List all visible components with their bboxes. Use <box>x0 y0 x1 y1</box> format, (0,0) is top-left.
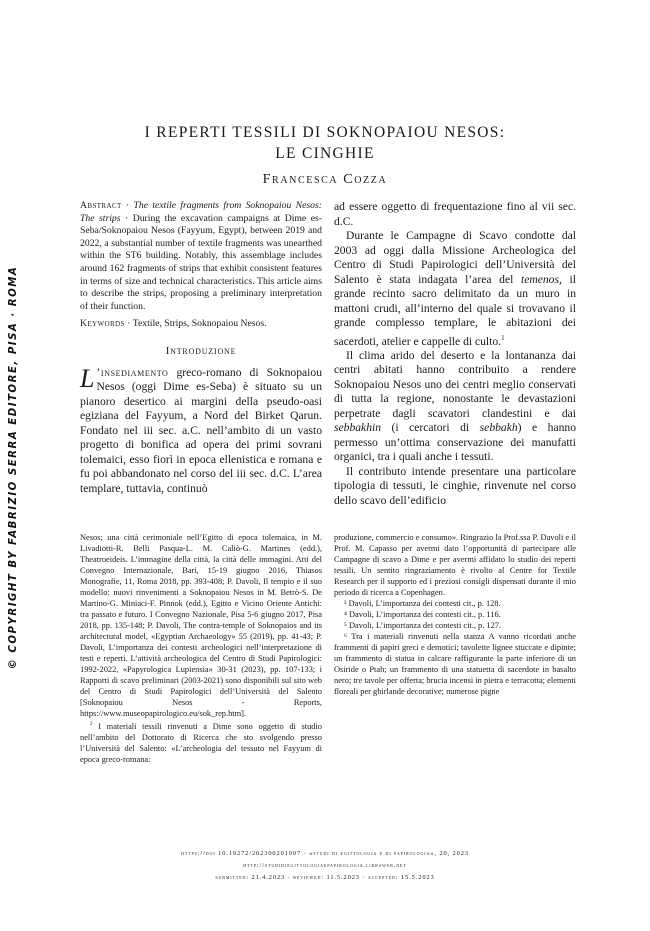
page-footer <box>80 848 570 884</box>
paragraph-campaigns <box>334 229 576 349</box>
right-column <box>334 200 576 508</box>
abstract-separator: · <box>121 200 134 211</box>
intro-paragraph <box>80 363 322 497</box>
footnote-5: ⁵ Davoli, L’importanza dei contesti cit., p. 127. <box>344 621 502 630</box>
paragraph-climate <box>334 349 576 465</box>
p3-text-b: (i cercatori di <box>381 421 480 435</box>
footer-url: http://studidiegittologiaepapirologia.libraweb.net <box>243 862 407 869</box>
author-name: Francesca Cozza <box>262 172 388 187</box>
article-title <box>80 122 570 164</box>
intro-text: greco-romano di Soknopaiou Nesos (oggi Dime es-Seba) è situato su un pianoro desertico ai margini della pseudo-oasi egiziana del Fayyum, a Nord del Birket Qarun. Fondato nel iii sec. a.C. nell’ambito di un vasto progetto di bonifica ad opera dei primi sovrani tolemaici, esso fiorì in epoca ellenistica e romana e fu poi abbandonato nel corso del iii sec. d.C. L’area templare, tuttavia, continuò <box>80 365 322 495</box>
abstract-title: The textile fragments from Soknopaiou Nesos: The strips <box>80 200 322 224</box>
p3-text-a: Il clima arido del deserto e la lontananza dai centri abitati hanno contribuito a rendere Soknopaiou Nesos uno dei centri meglio conservati di tutta la regione, nonostante le devastazioni perpetrate dagli scavatori clandestini e dai <box>334 348 576 420</box>
p2-text-a: Durante le Campagne di Scavo condotte dal 2003 ad oggi dalla Missione Archeologica del Centro di Studi Papirologici dell’Università del Salento è stata indagata l’area del <box>334 229 576 286</box>
keywords-label: Keywords <box>80 318 125 330</box>
footnotes-right <box>334 532 576 697</box>
title-line-2: LE CINGHIE <box>275 145 375 162</box>
footnote-2-cont: produzione, commercio e consumo». Ringrazio la Prof.ssa P. Davoli e il Prof. M. Capasso per avermi dato l’opportunità di partecipare alle Campagne di scavo a Dime e per avermi affidato lo studio dei reperti tessili. Un sentito ringraziamento è rivolto al Centre for Textile Research per il supporto ed i preziosi consigli dispensati durante il mio periodo di ricerca a Copenhagen. <box>334 533 576 597</box>
footnote-3: ³ Davoli, L’importanza dei contesti cit., p. 128. <box>344 599 501 608</box>
footnotes-left <box>80 532 322 765</box>
footnote-2 <box>80 719 322 765</box>
section-heading-introduzione: Introduzione <box>165 344 237 357</box>
footnote-6: ⁶ Tra i materiali rinvenuti nella stanza A vanno ricordati anche frammenti di papiri greci e demotici; tavolette lignee stuccate e dipinte; un frammento di statua in calcare raffigurante la parte inferiore di un Osiride o Ptah; un frammento di una statuetta di sacerdote in basalto nero; tre tavole per offerta; brucia incensi in pietra e terracotta; elementi floreali per ghirlande decorative; numerose pigne <box>334 632 576 696</box>
abstract-text: · During the excavation campaigns at Dime es-Seba/Soknopaiou Nesos (Fayyum, Egypt), between 2019 and 2022, a substantial number of textile fragments was unearthed within the ST6 building. Notably, this assemblage includes around 162 fragments of strips that exhibit consistent features in terms of size and technical characteristics. This article aims to describe the strips, proposing a preliminary interpretation of their function. <box>80 212 322 312</box>
p2-text-b: , il grande recinto sacro delimitato da un muro in mattoni crudi, all’interno del quale si trovavano il grande complesso templare, le abitazioni dei sacerdoti, atelier e cappelle di culto. <box>334 272 576 348</box>
footnote-2-number: 2 <box>90 722 93 727</box>
paragraph-continuation: ad essere oggetto di frequentazione fino al vii sec. d.C. <box>334 200 576 228</box>
p3-text-c: ) e hanno permesso un’ottima conservazione dei manufatti organici, tra i quali anche i tessuti. <box>334 421 576 464</box>
footnote-ref-1: 1 <box>501 333 505 342</box>
drop-cap: L <box>80 363 95 393</box>
keywords-text: · Textile, Strips, Soknopaiou Nesos. <box>124 318 267 330</box>
copyright-notice: © COPYRIGHT BY FABRIZIO SERRA EDITORE, PISA · ROMA <box>8 265 19 670</box>
left-column <box>80 200 322 496</box>
paragraph-contribution: Il contributo intende presentare una particolare tipologia di tessuti, le cinghie, rinvenute nel corso dello scavo dell’edificio <box>334 464 576 507</box>
p2-temenos: temenos <box>520 272 559 286</box>
p3-sebbakhin: sebbakhin <box>334 421 382 435</box>
abstract-label: Abstract <box>80 200 122 211</box>
footer-doi: https://doi 10.19272/202300201007 · «studi di egittologia e di papirologia», 20, 2023 <box>181 850 469 857</box>
footnote-4: ⁴ Davoli, L’importanza dei contesti cit., p. 116. <box>344 610 501 619</box>
abstract <box>80 200 322 313</box>
footer-dates: submitted: 21.4.2023 · reviewed: 11.5.2023 · accepted: 15.5.2023 <box>215 874 435 881</box>
keywords <box>80 318 322 331</box>
p3-sebbakh: sebbakh <box>479 421 518 435</box>
title-line-1: I REPERTI TESSILI DI SOKNOPAIOU NESOS: <box>144 124 506 141</box>
footnote-1-cont: Nesos; una città cerimoniale nell’Egitto di epoca tolemaica, in M. Livadiotti-R. Belli Pasqua-L. M. Caliò-G. Martines (edd.), Theatroeideis. L’immagine della città, la città delle immagini. Atti del Convegno Internazionale, Bari, 15-19 giugno 2016, Thiasos Monografie, 11, Roma 2018, pp. 393-408; P. Davoli, Il tempio e il suo modello: nuovi rinvenimenti a Soknopaiou Nesos in M. Betrò-S. De Martino-G. Miniaci-F. Pinnok (edd.), Egitto e Vicino Oriente Antichi: tra passato e futuro. I Convegno Nazionale, Pisa 5-6 giugno 2017, Pisa 2018, pp. 135-148; P. Davoli, The contra-temple of Soknopaios and its architectural model, «Egyptian Archaeology» 55 (2019), pp. 41-43; P. Davoli, L’importanza dei contesti archeologici nell’interpretazione di testi e reperti. L’attività archeologica del Centro di Studi Papirologici: 1992-2022, «Papyrologica Lupiensia» 30-31 (2023), pp. 107-133; i Rapporti di scavo preliminari (2003-2021) sono disponibili sul sito web del Centro di Studi Papirologici dell’Università del Salento [Soknopaiou Nesos - Reports, https://www.museopapirologico.eu/sok_rep.htm]. <box>80 533 322 718</box>
intro-lead: ’insediamento <box>96 365 169 379</box>
footnote-2-text: I materiali tessili rinvenuti a Dime sono oggetto di studio nell’ambito del Dottorato di Ricerca che sto svolgendo presso l’Università del Salento: «L’archeologia del tessuto nel Fayyum di epoca greco-romana: <box>80 721 322 764</box>
